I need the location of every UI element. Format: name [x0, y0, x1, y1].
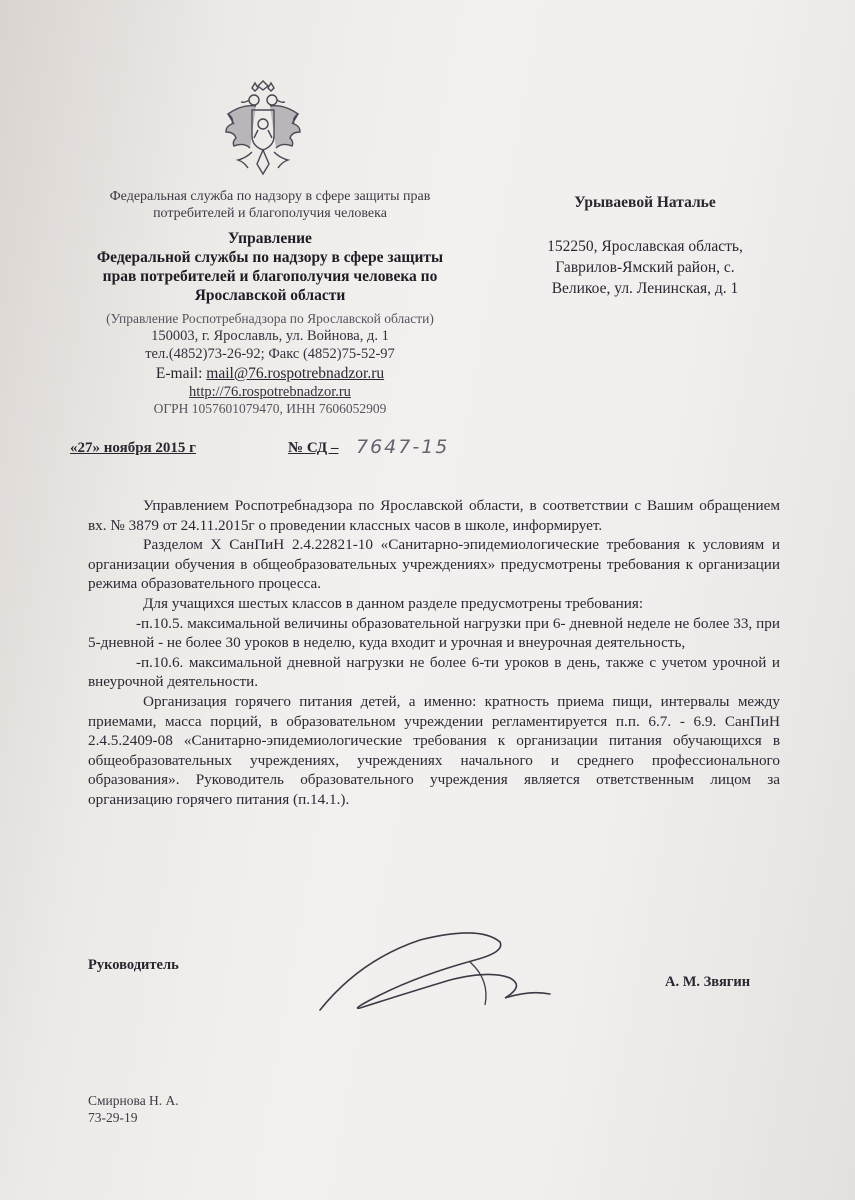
letter-body — [88, 496, 780, 810]
website-line — [60, 384, 480, 401]
body-paragraph-5: -п.10.6. максимальной дневной нагрузки не более 6-ти уроков в день, также с учетом урочной и внеурочной деятельности. — [88, 653, 780, 691]
addressee-name: Урываевой Наталье — [574, 194, 716, 211]
body-paragraph-1: Управлением Роспотребнадзора по Ярославской области, в соответствии с Вашим обращением вх. № 3879 от 24.11.2015г о проведении классных часов в школе, информирует. — [88, 497, 780, 534]
addressee-line1: 152250, Ярославская область, — [547, 238, 743, 255]
department-address: 150003, г. Ярославль, ул. Войнова, д. 1 — [151, 328, 389, 344]
signatory-name: А. М. Звягин — [665, 974, 751, 990]
body-paragraph-3: Для учащихся шестых классов в данном разделе предусмотрены требования: — [143, 594, 644, 612]
department-title: Управление — [228, 230, 312, 247]
body-paragraph-2: Разделом Х СанПиН 2.4.22821-10 «Санитарно-эпидемиологические требования к условиям и организации обучения в общеобразовательных учреждениях» предусмотрены требования к организации режима образовательного процесса. — [88, 536, 780, 593]
department-name-line4: Ярославской области — [194, 287, 346, 304]
department-phone: тел.(4852)73-26-92; Факс (4852)75-52-97 — [145, 346, 395, 362]
department-name-line3: прав потребителей и благополучия человека по — [102, 268, 438, 285]
letter-number-label: № СД – — [288, 440, 339, 456]
service-name-line1: Федеральная служба по надзору в сфере защиты прав — [109, 189, 431, 204]
service-name-line2: потребителей и благополучия человека — [153, 206, 387, 221]
department-short-name: (Управление Роспотребнадзора по Ярославской области) — [106, 311, 434, 326]
body-paragraph-6: Организация горячего питания детей, а именно: кратность приема пищи, интервалы между приемами, масса порций, в образовательном учреждении регламентируется п.п. 6.7. - 6.9. СанПиН 2.4.5.2409-08 «Санитарно-эпидемиологические требования к организации питания обучающихся в общеобразовательных учреждениях, учреждениях начального и среднего профессионального образования». Руководитель образовательного учреждения является ответственным лицом за организацию горячего питания (п.14.1.). — [88, 692, 780, 808]
executor-name: Смирнова Н. А. — [88, 1093, 179, 1108]
addressee-line3: Великое, ул. Ленинская, д. 1 — [551, 280, 739, 297]
letter-number-handwritten: 7647-15 — [356, 436, 450, 458]
department-email-line — [60, 364, 480, 383]
email-label: E-mail: — [155, 365, 207, 382]
addressee-line2: Гаврилов-Ямский район, с. — [555, 259, 735, 276]
department-name-line2: Федеральной службы по надзору в сфере защиты — [96, 249, 444, 266]
department-ogrn: ОГРН 1057601079470, ИНН 7606052909 — [153, 401, 387, 416]
signatory-title: Руководитель — [88, 957, 179, 973]
email-link[interactable]: mail@76.rospotrebnadzor.ru — [206, 365, 385, 382]
body-paragraph-4: -п.10.5. максимальной величины образовательной нагрузки при 6- дневной неделе не более 33, при 5-дневной - не более 30 уроков в неделю, куда входит и урочная и внеурочная деятельность, — [88, 614, 780, 652]
handwritten-signature — [300, 920, 560, 1030]
executor-phone: 73-29-19 — [88, 1110, 138, 1125]
double-headed-eagle-emblem-icon — [222, 80, 304, 180]
letter-date: «27» ноября 2015 г — [70, 440, 196, 456]
website-link[interactable]: http://76.rospotrebnadzor.ru — [189, 384, 351, 400]
